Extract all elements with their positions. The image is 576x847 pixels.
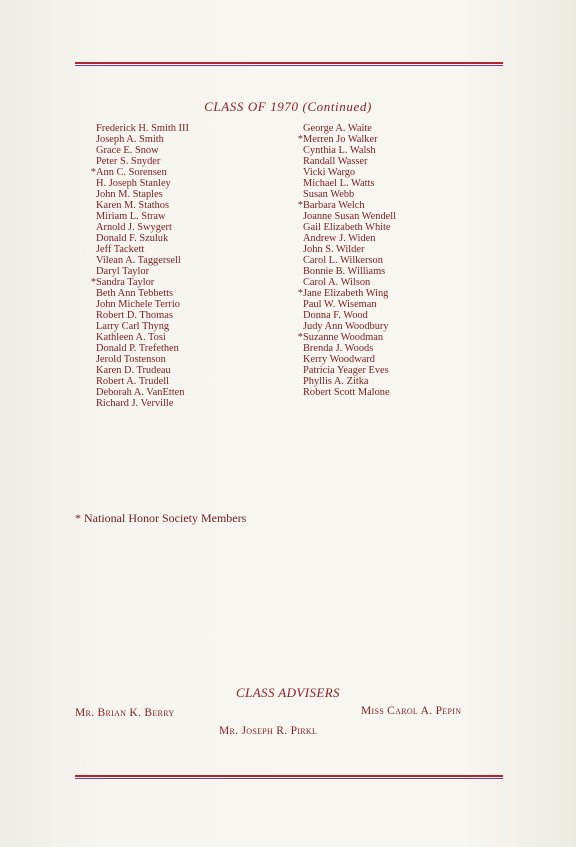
graduate-name xyxy=(90,134,189,145)
graduate-name-text: Carol A. Wilson xyxy=(303,277,371,288)
graduate-name xyxy=(297,354,396,365)
graduate-name xyxy=(297,233,396,244)
advisers-title: CLASS ADVISERS xyxy=(236,685,340,700)
graduate-name xyxy=(90,365,189,376)
graduate-name xyxy=(297,255,396,266)
graduate-name xyxy=(297,321,396,332)
graduate-name xyxy=(90,200,189,211)
graduate-name xyxy=(297,376,396,387)
graduate-name-text: Jane Elizabeth Wing xyxy=(303,288,389,299)
graduate-name xyxy=(90,123,189,134)
nhs-asterisk: * xyxy=(90,167,96,178)
graduate-name-text: Larry Carl Thyng xyxy=(96,321,170,332)
graduate-name xyxy=(297,244,396,255)
graduate-name xyxy=(297,134,396,145)
graduate-name xyxy=(297,211,396,222)
nhs-asterisk: * xyxy=(297,134,303,145)
graduate-name xyxy=(297,200,396,211)
graduate-name-text: Joanne Susan Wendell xyxy=(303,211,397,222)
graduate-name-text: Arnold J. Swygert xyxy=(96,222,172,233)
graduate-name-text: Suzanne Woodman xyxy=(303,332,384,343)
graduate-name-text: Andrew J. Widen xyxy=(303,233,376,244)
graduate-name xyxy=(90,156,189,167)
graduate-name-text: Sandra Taylor xyxy=(96,277,155,288)
graduate-name xyxy=(90,387,189,398)
graduate-name xyxy=(90,299,189,310)
class-heading: CLASS OF 1970 (Continued) xyxy=(204,99,372,114)
graduate-name-text: Susan Webb xyxy=(303,189,355,200)
graduate-name xyxy=(90,255,189,266)
top-rule xyxy=(75,62,503,66)
graduate-name xyxy=(90,277,189,288)
graduate-name xyxy=(297,222,396,233)
graduate-name-text: Judy Ann Woodbury xyxy=(303,321,389,332)
graduate-name-text: Peter S. Snyder xyxy=(96,156,161,167)
nhs-asterisk: * xyxy=(90,277,96,288)
graduate-name-text: Robert A. Trudell xyxy=(96,376,170,387)
graduate-name xyxy=(90,189,189,200)
graduate-name-text: Brenda J. Woods xyxy=(303,343,374,354)
graduate-name-text: Kathleen A. Tosi xyxy=(96,332,166,343)
graduate-name xyxy=(90,310,189,321)
graduate-name-text: Kerry Woodward xyxy=(303,354,375,365)
graduate-name xyxy=(90,178,189,189)
name-column-right xyxy=(297,123,396,398)
graduate-name xyxy=(90,398,189,409)
graduate-name-text: Frederick H. Smith III xyxy=(96,123,189,134)
graduate-name-text: Robert Scott Malone xyxy=(303,387,390,398)
graduate-name xyxy=(90,244,189,255)
graduate-name-text: Daryl Taylor xyxy=(96,266,150,277)
graduate-name-text: H. Joseph Stanley xyxy=(96,178,171,189)
graduate-name-text: George A. Waite xyxy=(303,123,372,134)
graduate-name xyxy=(297,178,396,189)
graduate-name xyxy=(297,365,396,376)
graduate-name-text: Beth Ann Tebbetts xyxy=(96,288,174,299)
graduate-name-text: Gail Elizabeth White xyxy=(303,222,391,233)
nhs-asterisk: * xyxy=(297,200,303,211)
graduate-name-text: Ann C. Sorensen xyxy=(96,167,167,178)
graduate-name xyxy=(297,299,396,310)
nhs-asterisk: * xyxy=(297,288,303,299)
graduate-name xyxy=(90,376,189,387)
graduate-name-text: Bonnie B. Williams xyxy=(303,266,386,277)
adviser-pepin: Miss Carol A. Pepin xyxy=(361,705,462,717)
graduate-name xyxy=(297,310,396,321)
bottom-rule xyxy=(75,775,503,779)
graduate-name-text: Merren Jo Walker xyxy=(303,134,378,145)
adviser-berry: Mr. Brian K. Berry xyxy=(75,707,175,719)
graduate-name-text: Paul W. Wiseman xyxy=(303,299,377,310)
graduate-name-text: Jeff Tackett xyxy=(96,244,145,255)
graduate-name xyxy=(90,233,189,244)
nhs-footnote: * National Honor Society Members xyxy=(75,511,247,525)
graduate-name xyxy=(297,189,396,200)
graduate-name-text: Vilean A. Taggersell xyxy=(96,255,181,266)
graduate-name xyxy=(297,156,396,167)
graduate-name-text: Donald F. Szuluk xyxy=(96,233,169,244)
graduate-name-text: Jerold Tostenson xyxy=(96,354,166,365)
graduate-name-text: Richard J. Verville xyxy=(96,398,174,409)
graduate-name xyxy=(297,266,396,277)
graduate-name xyxy=(297,145,396,156)
graduate-name-text: Miriam L. Straw xyxy=(96,211,166,222)
nhs-asterisk: * xyxy=(297,332,303,343)
graduate-name-text: John S. Wilder xyxy=(303,244,365,255)
graduate-name xyxy=(90,332,189,343)
graduate-name xyxy=(297,343,396,354)
graduate-name xyxy=(297,167,396,178)
graduate-name-text: Patricia Yeager Eves xyxy=(303,365,389,376)
graduate-name-text: Grace E. Snow xyxy=(96,145,159,156)
graduate-name-text: Donald P. Trefethen xyxy=(96,343,179,354)
graduate-name-text: Michael L. Watts xyxy=(303,178,375,189)
graduate-name-text: Barbara Welch xyxy=(303,200,365,211)
graduate-name-text: Karen D. Trudeau xyxy=(96,365,171,376)
graduate-name xyxy=(297,387,396,398)
graduate-name-text: Randall Wasser xyxy=(303,156,368,167)
graduate-name xyxy=(297,277,396,288)
graduate-name xyxy=(90,321,189,332)
graduate-name-text: John M. Staples xyxy=(96,189,163,200)
graduate-name xyxy=(90,211,189,222)
graduate-name xyxy=(90,288,189,299)
graduate-name-text: Vicki Wargo xyxy=(303,167,356,178)
graduate-name xyxy=(90,354,189,365)
graduate-name xyxy=(90,266,189,277)
graduate-name-text: Robert D. Thomas xyxy=(96,310,173,321)
name-column-left xyxy=(90,123,189,409)
graduate-name-text: Donna F. Wood xyxy=(303,310,368,321)
graduate-name xyxy=(90,167,189,178)
graduate-name xyxy=(297,288,396,299)
adviser-pirkl: Mr. Joseph R. Pirkl xyxy=(219,725,318,737)
graduate-name xyxy=(90,222,189,233)
graduate-name-text: Karen M. Stathos xyxy=(96,200,170,211)
graduate-name xyxy=(297,332,396,343)
graduate-name xyxy=(297,123,396,134)
graduate-name-text: Joseph A. Smith xyxy=(96,134,164,145)
graduate-name-text: Cynthia L. Walsh xyxy=(303,145,376,156)
graduate-name xyxy=(90,343,189,354)
graduate-name-text: Deborah A. VanEtten xyxy=(96,387,185,398)
graduate-name-text: Phyllis A. Zitka xyxy=(303,376,369,387)
graduate-name-text: Carol L. Wilkerson xyxy=(303,255,383,266)
graduate-name xyxy=(90,145,189,156)
graduate-name-text: John Michele Terrio xyxy=(96,299,180,310)
